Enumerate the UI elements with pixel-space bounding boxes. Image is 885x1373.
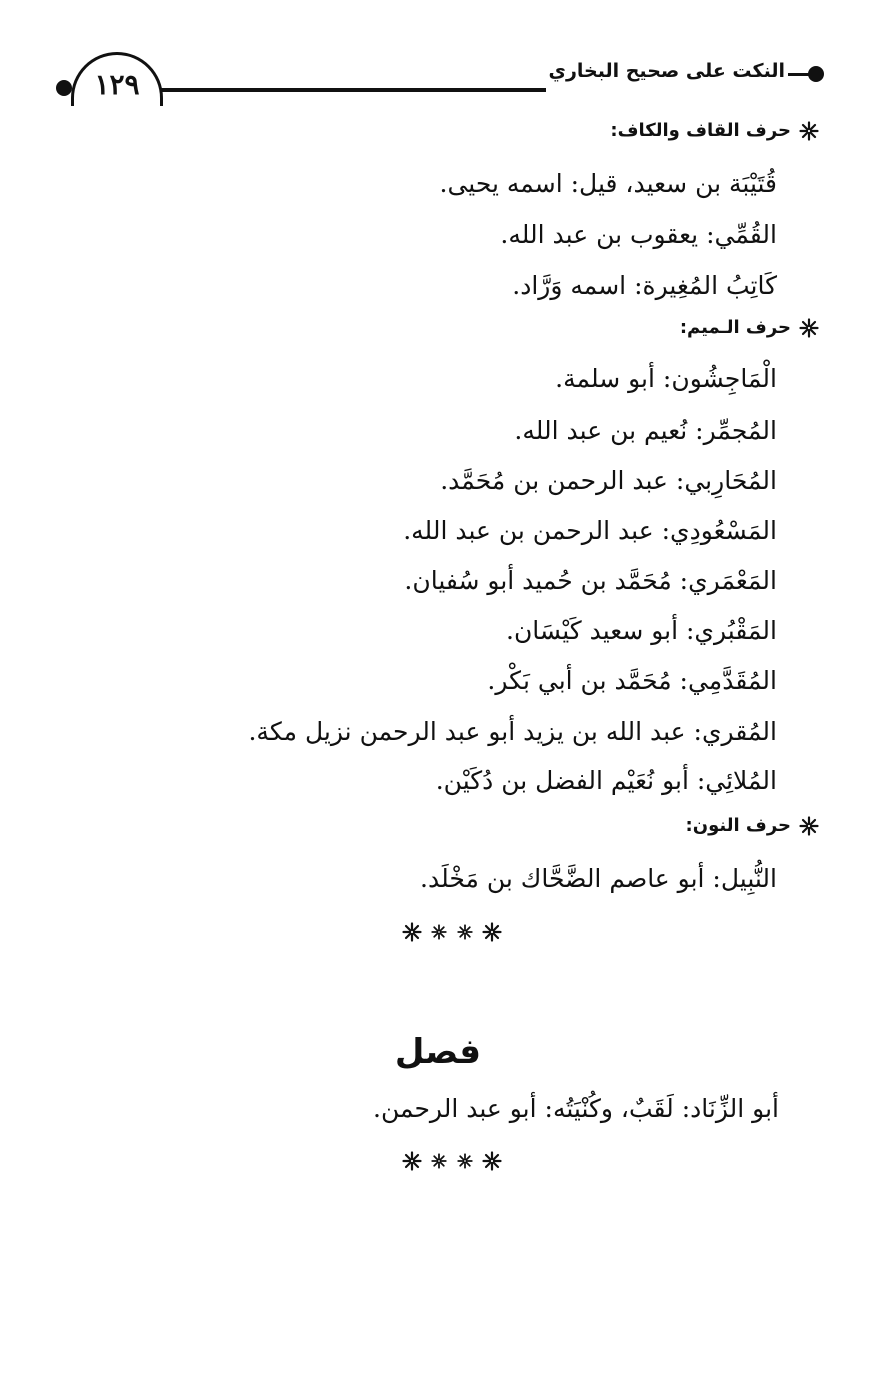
fasl-heading: فصل xyxy=(394,1032,481,1072)
flower-ornament-icon xyxy=(482,922,502,942)
entry-qutayba: قُتَيْبَة بن سعيد، قيل: اسمه يحيى. xyxy=(439,169,777,198)
entry-majishun: الْمَاجِشُون: أبو سلمة. xyxy=(555,364,777,393)
flower-ornament-icon xyxy=(402,1151,422,1171)
page-number-frame xyxy=(71,52,163,106)
entry-qummi: القُمِّي: يعقوب بن عبد الله. xyxy=(500,220,777,249)
entry-masudi: المَسْعُودِي: عبد الرحمن بن عبد الله. xyxy=(403,516,777,545)
entry-nabil: النُّبِيل: أبو عاصم الضَّحَّاك بن مَخْلَد. xyxy=(420,864,777,893)
flower-ornament-icon xyxy=(799,816,819,836)
entry-muqri: المُقري: عبد الله بن يزيد أبو عبد الرحمن نزيل مكة. xyxy=(248,717,777,746)
entry-muharibi: المُحَارِبي: عبد الرحمن بن مُحَمَّد. xyxy=(440,466,777,495)
entry-mujammir: المُجمِّر: نُعيم بن عبد الله. xyxy=(514,416,777,445)
fasl-entry-abu-zinad: أبو الزِّنَاد: لَقَبٌ، وكُنْيَتُه: أبو عبد الرحمن. xyxy=(373,1094,779,1123)
flower-ornament-icon xyxy=(799,121,819,141)
section-heading-qaf-kaf xyxy=(610,120,819,141)
section-heading-text: حرف الـميم: xyxy=(679,317,791,338)
flower-ornament-icon xyxy=(431,924,447,940)
section-heading-mim xyxy=(680,317,819,338)
flower-ornament-icon xyxy=(457,924,473,940)
entry-katib-mughira: كَاتِبُ المُغِيرة: اسمه وَرَّاد. xyxy=(512,271,777,300)
ornament-divider xyxy=(402,921,502,943)
entry-mulai: المُلائِي: أبو نُعَيْم الفضل بن دُكَيْن. xyxy=(435,766,777,795)
ornament-divider xyxy=(402,1150,502,1172)
flower-ornament-icon xyxy=(799,318,819,338)
header-right-dot xyxy=(808,66,824,82)
flower-ornament-icon xyxy=(482,1151,502,1171)
entry-muqaddami: المُقَدَّمِي: مُحَمَّد بن أبي بَكْر. xyxy=(487,666,777,695)
section-heading-text: حرف القاف والكاف: xyxy=(610,120,791,141)
running-title: النكت على صحيح البخاري xyxy=(548,60,785,82)
flower-ornament-icon xyxy=(457,1153,473,1169)
header-left-dot xyxy=(56,80,72,96)
flower-ornament-icon xyxy=(431,1153,447,1169)
section-heading-nun xyxy=(686,815,819,836)
page-number: ١٢٩ xyxy=(94,67,140,101)
flower-ornament-icon xyxy=(402,922,422,942)
entry-mamari: المَعْمَري: مُحَمَّد بن حُميد أبو سُفيان. xyxy=(404,566,777,595)
section-heading-text: حرف النون: xyxy=(685,815,791,836)
entry-maqburi: المَقْبُري: أبو سعيد كَيْسَان. xyxy=(506,616,777,645)
header-rule xyxy=(160,88,546,92)
